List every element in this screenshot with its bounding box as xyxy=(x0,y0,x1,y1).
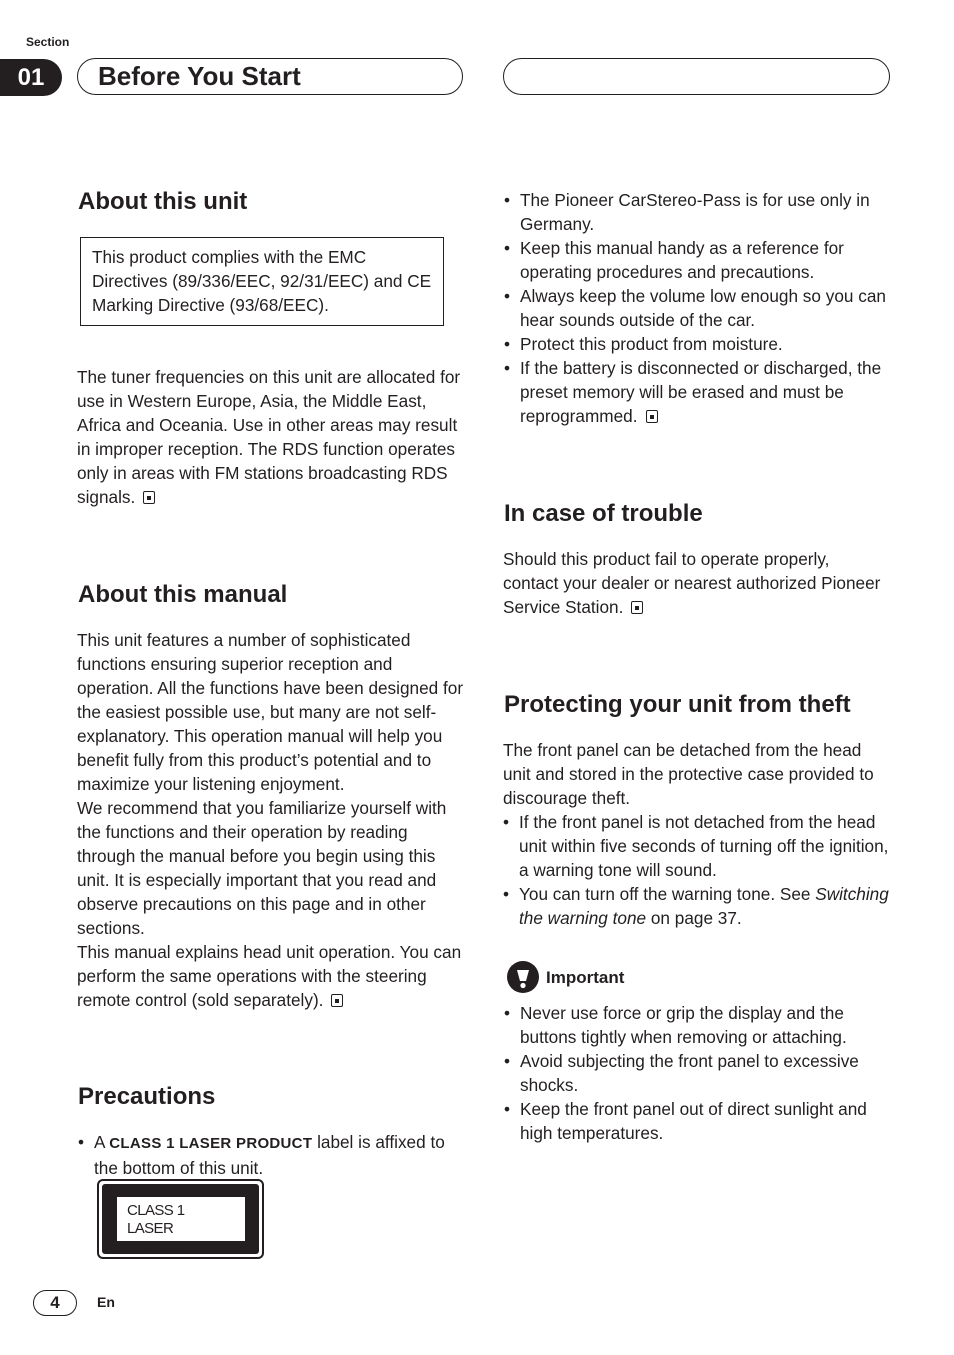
end-mark-icon xyxy=(143,491,155,504)
about-manual-heading: About this manual xyxy=(78,581,288,608)
laser-product-label xyxy=(97,1179,264,1259)
about-manual-paragraph-2: We recommend that you familiarize yourself with the functions and their operation by reading through the manual before you begin using this unit. It is especially important that you read and observe precautions on this page and in other sections. xyxy=(77,798,447,938)
list-item xyxy=(504,356,894,428)
about-manual-body xyxy=(77,628,467,1012)
bullet-suffix: label is affixed to the bottom of this unit. xyxy=(94,1132,445,1178)
precautions-heading: Precautions xyxy=(78,1083,216,1110)
list-item-text: If the battery is disconnected or discharged, the preset memory will be erased and must be reprogrammed. xyxy=(520,358,882,426)
trouble-body xyxy=(503,547,883,619)
page-title: Before You Start xyxy=(98,61,301,91)
about-unit-body xyxy=(77,365,467,509)
end-mark-icon xyxy=(646,410,658,423)
bullet-prefix: A xyxy=(94,1132,105,1152)
emc-notice-box xyxy=(80,237,444,326)
end-mark-icon xyxy=(331,994,343,1007)
list-item: • Never use force or grip the display and the buttons tightly when removing or attaching. xyxy=(504,1001,894,1049)
header-blank-frame xyxy=(503,58,890,95)
trouble-text: Should this product fail to operate properly, contact your dealer or nearest authorized Pioneer Service Station. xyxy=(503,549,881,617)
end-mark-icon xyxy=(631,601,643,614)
important-body xyxy=(504,1001,894,1145)
about-manual-paragraph-3: This manual explains head unit operation. You can perform the same operations with the steering remote control (sold separately). xyxy=(77,942,462,1010)
list-item: • Keep this manual handy as a reference for operating procedures and precautions. xyxy=(504,236,894,284)
language-code: En xyxy=(97,1294,115,1310)
cross-reference: Switching the warning tone xyxy=(519,884,889,928)
emc-notice-text: This product complies with the EMC Directives (89/336/EEC, 92/31/EEC) and CE Marking Directive (93/68/EEC). xyxy=(92,247,432,315)
list-item: • Keep the front panel out of direct sunlight and high temperatures. xyxy=(504,1097,894,1145)
laser-label-line2: LASER PRODUCT xyxy=(127,1220,197,1255)
precautions-body xyxy=(78,1130,463,1180)
theft-heading: Protecting your unit from theft xyxy=(504,691,851,718)
about-unit-heading: About this unit xyxy=(78,188,248,215)
about-manual-paragraph-1: This unit features a number of sophisticated functions ensuring superior reception and operation. All the functions have been designed for the easiest possible use, but many are not self-explanatory. This operation manual will help you benefit fully from this product’s potential and to maximize your listening enjoyment. xyxy=(77,630,464,794)
about-unit-text: The tuner frequencies on this unit are allocated for use in Western Europe, Asia, the Middle East, Africa and Oceania. Use in other areas may result in improper reception. The RDS function operates only in areas with FM stations broadcasting RDS signals. xyxy=(77,367,461,507)
laser-product-term: CLASS 1 LASER PRODUCT xyxy=(109,1135,313,1152)
list-item xyxy=(503,882,893,930)
section-number: 01 xyxy=(0,59,62,96)
page-number: 4 xyxy=(33,1290,77,1316)
list-item xyxy=(78,1130,463,1180)
list-item: • Always keep the volume low enough so you can hear sounds outside of the car. xyxy=(504,284,894,332)
laser-label-line1: CLASS 1 xyxy=(127,1202,185,1219)
important-icon xyxy=(507,961,539,993)
trouble-heading: In case of trouble xyxy=(504,500,703,527)
important-label: Important xyxy=(546,968,625,987)
bullet-suffix: on page 37. xyxy=(650,908,742,928)
theft-body xyxy=(503,738,893,930)
theft-text: The front panel can be detached from the head unit and stored in the protective case provided to discourage theft. xyxy=(503,740,874,808)
list-item: • Avoid subjecting the front panel to excessive shocks. xyxy=(504,1049,894,1097)
list-item: • The Pioneer CarStereo-Pass is for use only in Germany. xyxy=(504,188,894,236)
section-label: Section xyxy=(26,35,70,49)
list-item: • Protect this product from moisture. xyxy=(504,332,894,356)
list-item: • If the front panel is not detached from the head unit within five seconds of turning off the ignition, a warning tone will sound. xyxy=(503,810,893,882)
precautions-continued xyxy=(504,188,894,428)
bullet-prefix: You can turn off the warning tone. See xyxy=(519,884,811,904)
